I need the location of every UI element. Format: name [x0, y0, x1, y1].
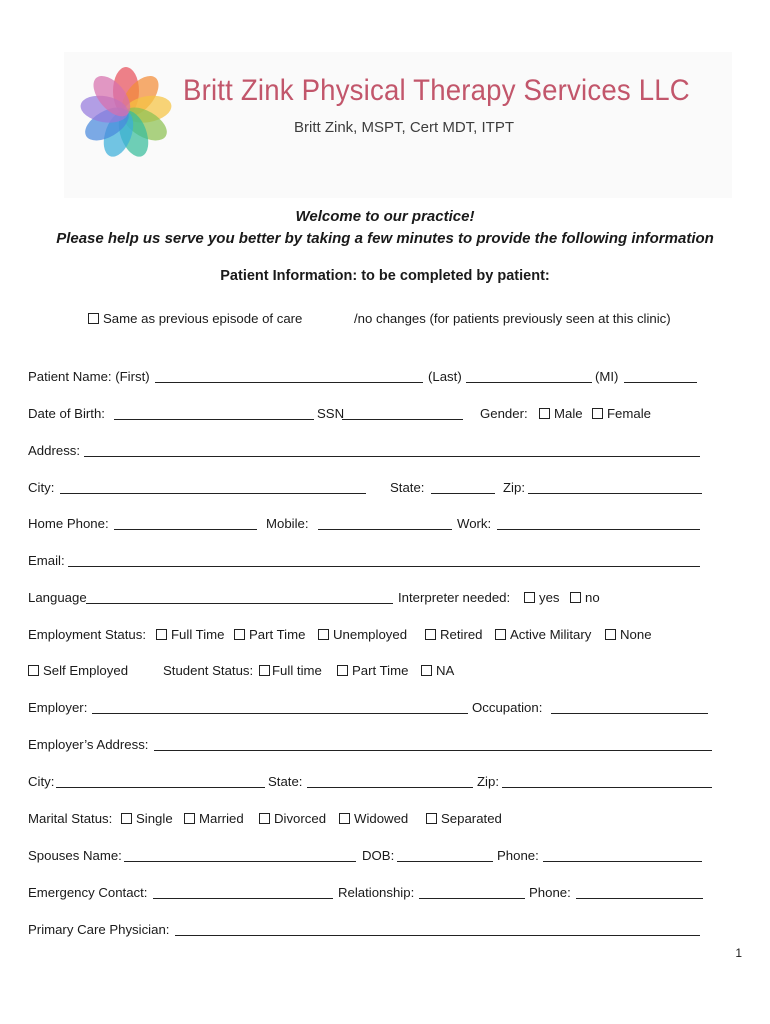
checkbox-icon[interactable] — [339, 813, 350, 824]
mar-separated-label: Separated — [441, 811, 502, 826]
employer-state-field[interactable] — [307, 787, 473, 788]
page-number: 1 — [735, 946, 742, 960]
checkbox-icon[interactable] — [495, 629, 506, 640]
city-label: City: — [28, 480, 55, 495]
checkbox-icon[interactable] — [592, 408, 603, 419]
emergency-contact-field[interactable] — [153, 898, 333, 899]
checkbox-icon[interactable] — [337, 665, 348, 676]
home-phone-field[interactable] — [114, 529, 257, 530]
interpreter-no-label: no — [585, 590, 600, 605]
relationship-field[interactable] — [419, 898, 525, 899]
welcome-heading: Welcome to our practice! — [295, 208, 475, 225]
checkbox-icon[interactable] — [121, 813, 132, 824]
ssn-label: SSN — [317, 406, 345, 421]
stu-na-label: NA — [436, 663, 455, 678]
patient-first-field[interactable] — [155, 382, 423, 383]
same-previous-label: Same as previous episode of care — [103, 311, 303, 326]
same-previous-option[interactable] — [88, 311, 302, 327]
gender-female-label: Female — [607, 406, 651, 421]
dob-label: Date of Birth: — [28, 406, 105, 421]
mar-widowed-label: Widowed — [354, 811, 409, 826]
company-name: Britt Zink Physical Therapy Services LLC — [183, 74, 690, 107]
language-label: Language — [28, 590, 87, 605]
employer-address-label: Employer’s Address: — [28, 737, 149, 752]
state-field[interactable] — [431, 493, 495, 494]
occupation-label: Occupation: — [472, 700, 543, 715]
mobile-label: Mobile: — [266, 516, 309, 531]
emp-unemployed-label: Unemployed — [333, 627, 408, 642]
checkbox-icon[interactable] — [426, 813, 437, 824]
emp-full-time-option[interactable] — [156, 627, 225, 643]
interpreter-label: Interpreter needed: — [398, 590, 511, 605]
mar-divorced-option[interactable] — [259, 811, 326, 827]
section-title: Patient Information: to be completed by patient: — [220, 268, 550, 284]
primary-care-label: Primary Care Physician: — [28, 922, 170, 937]
checkbox-icon[interactable] — [539, 408, 550, 419]
checkbox-icon[interactable] — [570, 592, 581, 603]
employer-city-field[interactable] — [56, 787, 265, 788]
email-label: Email: — [28, 553, 65, 568]
checkbox-icon[interactable] — [184, 813, 195, 824]
spouse-phone-label: Phone: — [497, 848, 539, 863]
emergency-phone-field[interactable] — [576, 898, 703, 899]
emergency-contact-label: Emergency Contact: — [28, 885, 148, 900]
checkbox-icon[interactable] — [28, 665, 39, 676]
marital-status-label: Marital Status: — [28, 811, 113, 826]
zip-label: Zip: — [503, 480, 525, 495]
stu-part-time-label: Part Time — [352, 663, 409, 678]
same-previous-note: /no changes (for patients previously seen at this clinic) — [354, 311, 671, 326]
emp-none-label: None — [620, 627, 652, 642]
request-text: Please help us serve you better by taking a few minutes to provide the following information — [56, 230, 714, 247]
mar-married-label: Married — [199, 811, 244, 826]
emp-retired-label: Retired — [440, 627, 483, 642]
email-field[interactable] — [68, 566, 700, 567]
gender-male-option[interactable] — [539, 406, 583, 422]
language-field[interactable] — [86, 603, 393, 604]
employer-address-field[interactable] — [154, 750, 712, 751]
emp-part-time-label: Part Time — [249, 627, 306, 642]
emp-none-option[interactable] — [605, 627, 652, 643]
stu-na-option[interactable] — [421, 663, 454, 679]
checkbox-icon[interactable] — [318, 629, 329, 640]
stu-full-time-option[interactable] — [259, 663, 322, 679]
state-label: State: — [390, 480, 425, 495]
emp-full-time-label: Full Time — [171, 627, 225, 642]
patient-mi-field[interactable] — [624, 382, 697, 383]
employer-city-label: City: — [28, 774, 55, 789]
checkbox-icon[interactable] — [234, 629, 245, 640]
checkbox-icon[interactable] — [259, 813, 270, 824]
mar-married-option[interactable] — [184, 811, 244, 827]
checkbox-icon[interactable] — [425, 629, 436, 640]
city-field[interactable] — [60, 493, 366, 494]
emp-self-employed-option[interactable] — [28, 663, 128, 679]
credentials: Britt Zink, MSPT, Cert MDT, ITPT — [294, 119, 515, 136]
primary-care-field[interactable] — [175, 935, 700, 936]
employer-zip-label: Zip: — [477, 774, 499, 789]
student-status-label: Student Status: — [163, 663, 254, 678]
interpreter-yes-option[interactable] — [524, 590, 560, 606]
employer-label: Employer: — [28, 700, 88, 715]
checkbox-icon[interactable] — [88, 313, 99, 324]
emp-part-time-option[interactable] — [234, 627, 305, 643]
gender-label: Gender: — [480, 406, 528, 421]
spouse-name-field[interactable] — [124, 861, 356, 862]
checkbox-icon[interactable] — [156, 629, 167, 640]
checkbox-icon[interactable] — [259, 665, 270, 676]
gender-male-label: Male — [554, 406, 583, 421]
checkbox-icon[interactable] — [421, 665, 432, 676]
work-field[interactable] — [497, 529, 700, 530]
address-label: Address: — [28, 443, 81, 458]
occupation-field[interactable] — [551, 713, 708, 714]
checkbox-icon[interactable] — [524, 592, 535, 603]
patient-last-label: (Last) — [428, 369, 462, 384]
spouse-dob-field[interactable] — [397, 861, 493, 862]
mar-single-label: Single — [136, 811, 173, 826]
emp-self-employed-label: Self Employed — [43, 663, 129, 678]
checkbox-icon[interactable] — [605, 629, 616, 640]
gender-female-option[interactable] — [592, 406, 651, 422]
patient-last-field[interactable] — [466, 382, 592, 383]
employer-state-label: State: — [268, 774, 303, 789]
spouse-dob-label: DOB: — [362, 848, 395, 863]
emp-active-military-option[interactable] — [495, 627, 591, 643]
employment-status-label: Employment Status: — [28, 627, 147, 642]
flower-logo-icon — [80, 66, 172, 160]
mar-separated-option[interactable] — [426, 811, 502, 827]
emp-active-military-label: Active Military — [510, 627, 592, 642]
work-label: Work: — [457, 516, 492, 531]
patient-mi-label: (MI) — [595, 369, 619, 384]
mar-widowed-option[interactable] — [339, 811, 408, 827]
stu-part-time-option[interactable] — [337, 663, 408, 679]
stu-full-time-label: Full time — [272, 663, 322, 678]
mar-single-option[interactable] — [121, 811, 173, 827]
spouse-name-label: Spouses Name: — [28, 848, 122, 863]
address-field[interactable] — [84, 456, 700, 457]
emergency-phone-label: Phone: — [529, 885, 571, 900]
emp-unemployed-option[interactable] — [318, 627, 407, 643]
spouse-phone-field[interactable] — [543, 861, 702, 862]
home-phone-label: Home Phone: — [28, 516, 109, 531]
mar-divorced-label: Divorced — [274, 811, 327, 826]
dob-field[interactable] — [114, 419, 314, 420]
patient-first-label: Patient Name: (First) — [28, 369, 150, 384]
interpreter-no-option[interactable] — [570, 590, 600, 606]
mobile-field[interactable] — [318, 529, 452, 530]
relationship-label: Relationship: — [338, 885, 415, 900]
ssn-field[interactable] — [342, 419, 463, 420]
zip-field[interactable] — [528, 493, 702, 494]
emp-retired-option[interactable] — [425, 627, 483, 643]
interpreter-yes-label: yes — [539, 590, 560, 605]
employer-zip-field[interactable] — [502, 787, 712, 788]
employer-field[interactable] — [92, 713, 468, 714]
